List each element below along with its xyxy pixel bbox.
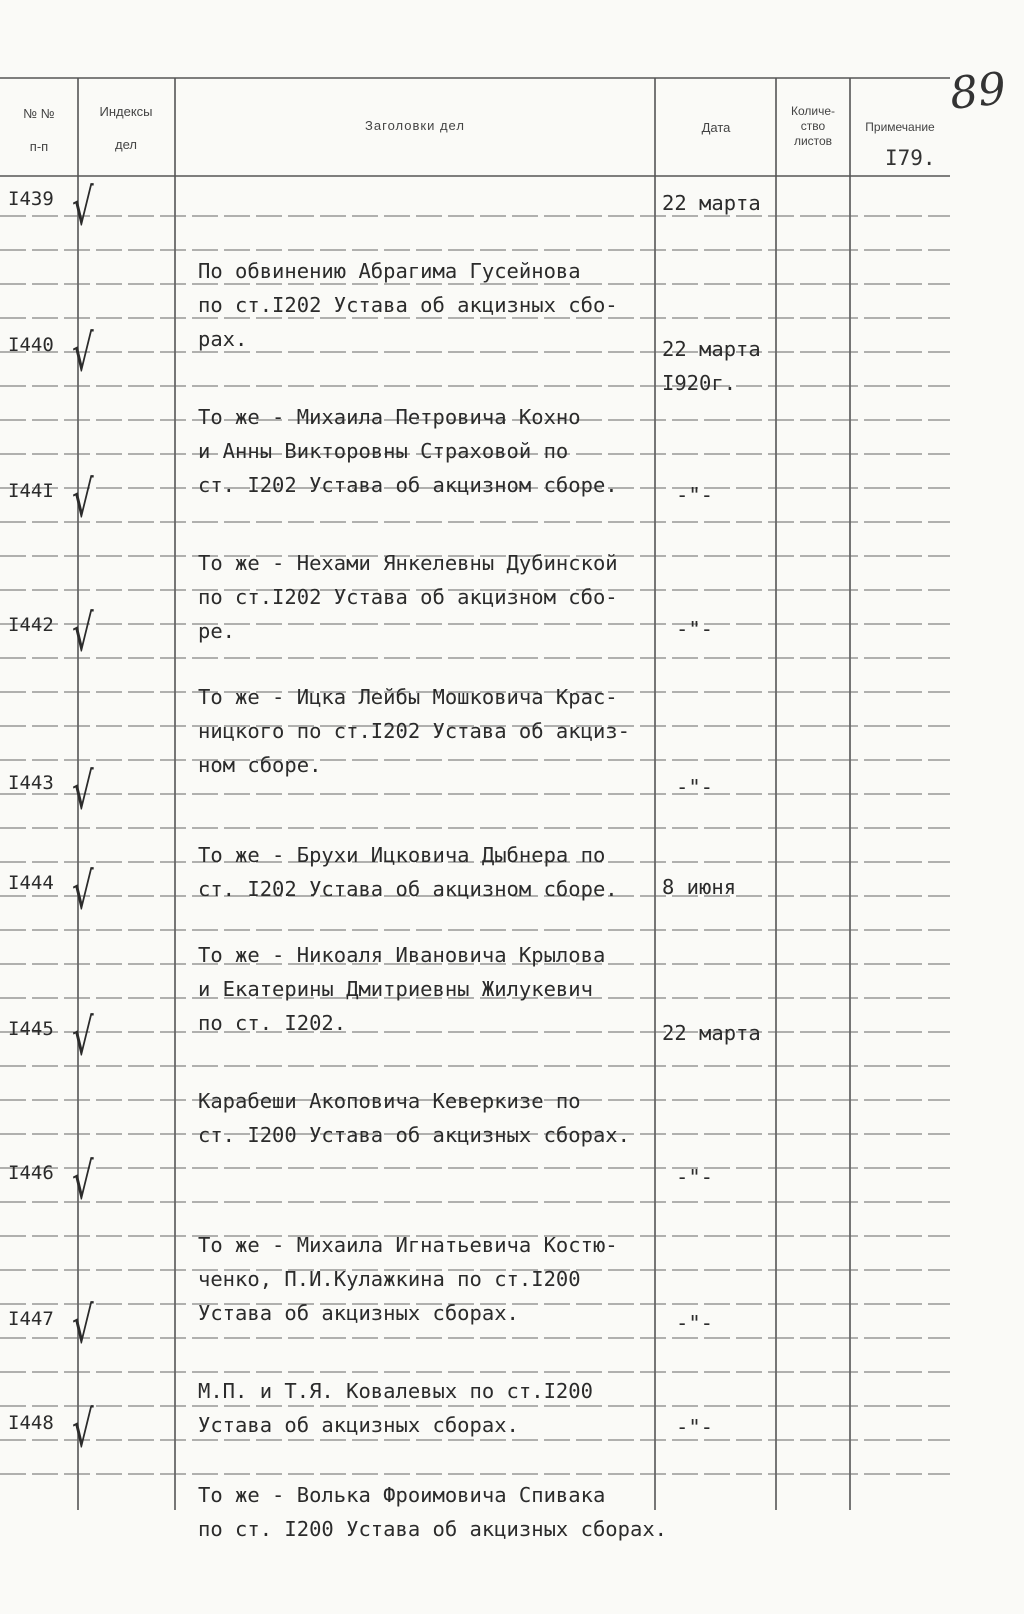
entry-date: 22 марта I920г. [662,337,761,395]
header-note: Примечание [865,120,935,134]
check-mark: √ [72,1008,94,1068]
entry-title: То же - Волька Фроимовича Спивака по ст. I200 Устава об акцизных сборах. [198,1483,667,1541]
entry-date: -"- [676,1165,714,1189]
check-mark: √ [72,1152,94,1212]
entry-number: I444 [8,872,54,894]
entry-date: -"- [676,483,714,507]
entry-number: I445 [8,1018,54,1040]
entry-title: То же - Брухи Ицковича Дыбнера по ст. I202 Устава об акцизном сборе. [198,843,618,901]
check-mark: √ [72,1296,94,1356]
check-mark: √ [72,762,94,822]
check-mark: √ [72,178,94,238]
check-mark: √ [72,324,94,384]
entry-number: I448 [8,1412,54,1434]
entry-title: То же - Нехами Янкелевны Дубинской по ст.I202 Устава об акцизном сбо- ре. [198,551,618,643]
check-mark: √ [72,862,94,922]
check-mark: √ [72,1400,94,1460]
header-date: Дата [701,120,731,135]
header-title: Заголовки дел [365,118,465,133]
entry-number: I443 [8,772,54,794]
entry-number: I44I [8,480,54,502]
entry-date: -"- [676,1311,714,1335]
header-sheets: Количе- ство листов [790,104,836,148]
check-mark: √ [72,470,94,530]
entry-number: I439 [8,188,54,210]
entry-date: -"- [676,1415,714,1439]
entry-title: То же - Никоаля Ивановича Крылова и Екатерины Дмитриевны Жилукевич по ст. I202. [198,943,606,1035]
entry-number: I442 [8,614,54,636]
entry-number: I447 [8,1308,54,1330]
entry-number: I440 [8,334,54,356]
entry-date: 8 июня [662,875,737,899]
entry-title: То же - Михаила Петровича Кохно и Анны Викторовны Страховой по ст. I202 Устава об акцизном сборе. [198,405,618,497]
folio-number: 89 [947,63,1009,120]
entry-date: 22 марта [662,1021,761,1045]
check-mark: √ [72,604,94,664]
entry-date: -"- [676,775,714,799]
entry-title: Карабеши Акоповича Кеверкизе по ст. I200 Устава об акцизных сборах. [198,1089,630,1147]
header-index: Индексы дел [99,104,153,152]
entry-title: М.П. и Т.Я. Ковалевых по ст.I200 Устава об акцизных сборах. [198,1379,593,1437]
page-number: I79. [885,146,936,170]
entry-number: I446 [8,1162,54,1184]
entry-date: 22 марта [662,191,761,215]
entry-title: То же - Ицка Лейбы Мошковича Крас- ницкого по ст.I202 Устава об акциз- ном сборе. [198,685,630,777]
entry-title: По обвинению Абрагима Гусейнова по ст.I202 Устава об акцизных сбо- рах. [198,259,618,351]
header-num: № № п-п [23,106,55,154]
entry-title: То же - Михаила Игнатьевича Костю- ченко, П.И.Кулажкина по ст.I200 Устава об акцизных сборах. [198,1233,618,1325]
entry-date: -"- [676,617,714,641]
